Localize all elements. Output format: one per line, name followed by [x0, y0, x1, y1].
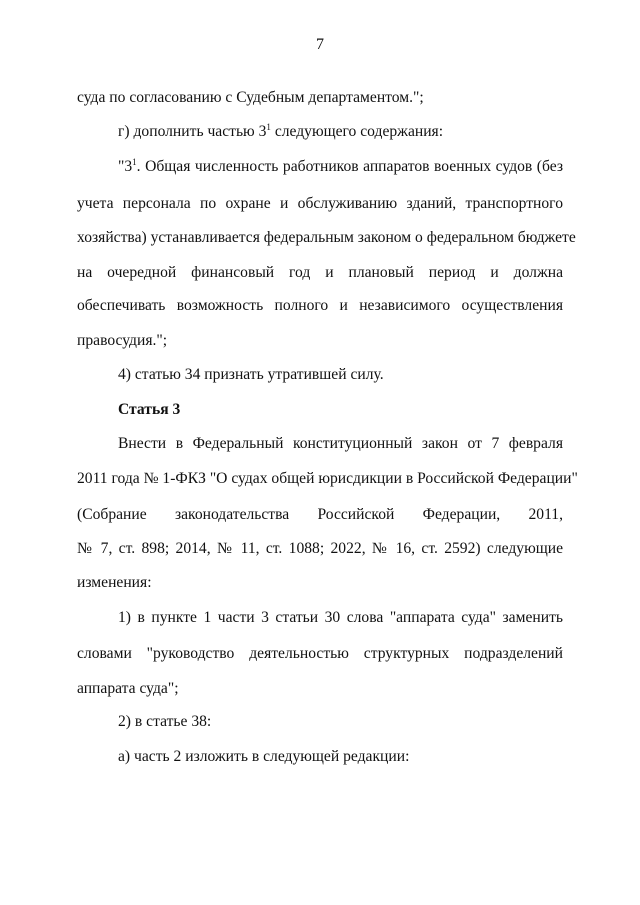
- text-line: 4) статью 34 признать утратившей силу.: [118, 366, 384, 383]
- text-line: обеспечивать возможность полного и независимого осуществления: [77, 297, 563, 314]
- text-line: (Собрание законодательства Российской Федерации, 2011,: [77, 506, 563, 523]
- text-line: [118, 157, 563, 177]
- text-line: [118, 122, 563, 142]
- text-line: Внести в Федеральный конституционный закон от 7 февраля: [118, 435, 563, 452]
- text-line: суда по согласованию с Судебным департаментом.";: [77, 89, 424, 106]
- article-heading: Статья 3: [118, 401, 181, 418]
- superscript: 1: [266, 122, 271, 132]
- text-fragment: г) дополнить частью 3: [118, 123, 267, 140]
- text-line: правосудия.";: [77, 332, 168, 349]
- text-fragment: "3: [118, 158, 133, 175]
- text-line: словами "руководство деятельностью структурных подразделений: [77, 645, 563, 662]
- text-line: а) часть 2 изложить в следующей редакции:: [118, 748, 410, 765]
- text-line: хозяйства) устанавливается федеральным законом о федеральном бюджете: [77, 229, 576, 246]
- text-line: аппарата суда";: [77, 680, 179, 697]
- text-fragment: следующего содержания:: [270, 123, 444, 140]
- text-line: изменения:: [77, 574, 152, 591]
- text-line: № 7, ст. 898; 2014, № 11, ст. 1088; 2022, № 16, ст. 2592) следующие: [77, 540, 563, 557]
- text-line: 2) в статье 38:: [118, 713, 212, 730]
- text-line: на очередной финансовый год и плановый период и должна: [77, 264, 563, 281]
- text-fragment: . Общая численность работников аппаратов военных судов (без: [136, 158, 563, 175]
- superscript: 1: [132, 157, 137, 167]
- text-line: учета персонала по охране и обслуживанию зданий, транспортного: [77, 195, 563, 212]
- text-line: 2011 года № 1-ФКЗ "О судах общей юрисдикции в Российской Федерации": [77, 470, 578, 487]
- text-line: 1) в пункте 1 части 3 статьи 30 слова "аппарата суда" заменить: [118, 609, 563, 626]
- page-number: 7: [316, 36, 324, 53]
